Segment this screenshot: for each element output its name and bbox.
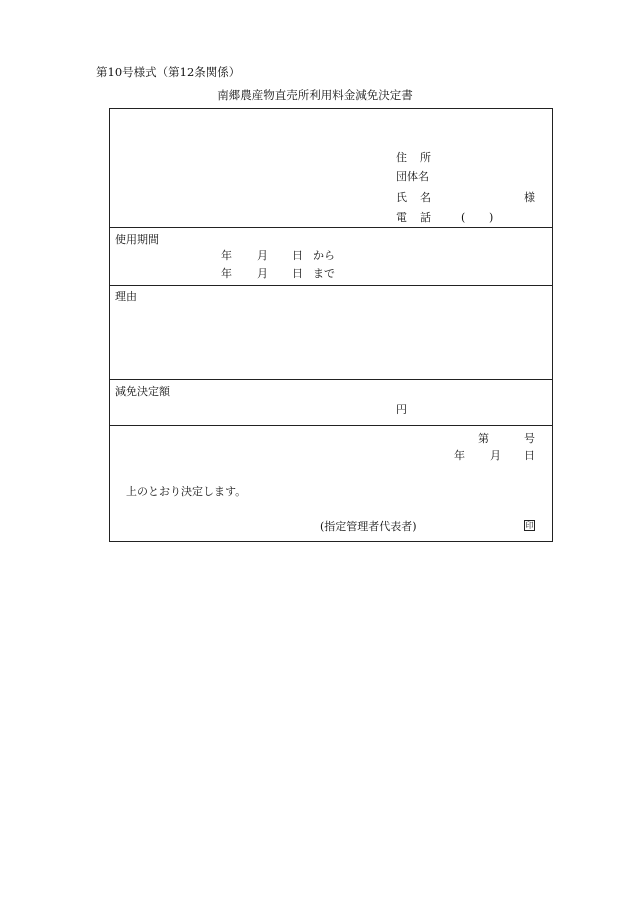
form-number: 第10号様式（第12条関係） xyxy=(96,65,241,79)
yen-unit: 円 xyxy=(396,403,407,416)
document-title: 南郷農産物直売所利用料金減免決定書 xyxy=(217,88,413,102)
row-divider-period xyxy=(110,285,552,286)
designated-manager-label: (指定管理者代表者) xyxy=(320,520,417,533)
usage-period-label: 使用期間 xyxy=(115,233,159,246)
row-divider-reason xyxy=(110,379,552,380)
decision-statement: 上のとおり決定します。 xyxy=(126,485,247,498)
honorific-sama: 様 xyxy=(524,191,535,204)
row-divider-applicant xyxy=(110,227,552,228)
document-number: 第 号 xyxy=(478,432,535,445)
reason-label: 理由 xyxy=(115,290,137,303)
form-table xyxy=(109,108,553,542)
phone-area-code-parens: ( ) xyxy=(461,211,494,224)
reduction-amount-label: 減免決定額 xyxy=(115,385,170,398)
row-divider-amount xyxy=(110,425,552,426)
seal-icon: 印 xyxy=(525,521,534,530)
group-name-label: 団体名 xyxy=(396,170,429,183)
decision-date: 年 月 日 xyxy=(454,449,535,462)
